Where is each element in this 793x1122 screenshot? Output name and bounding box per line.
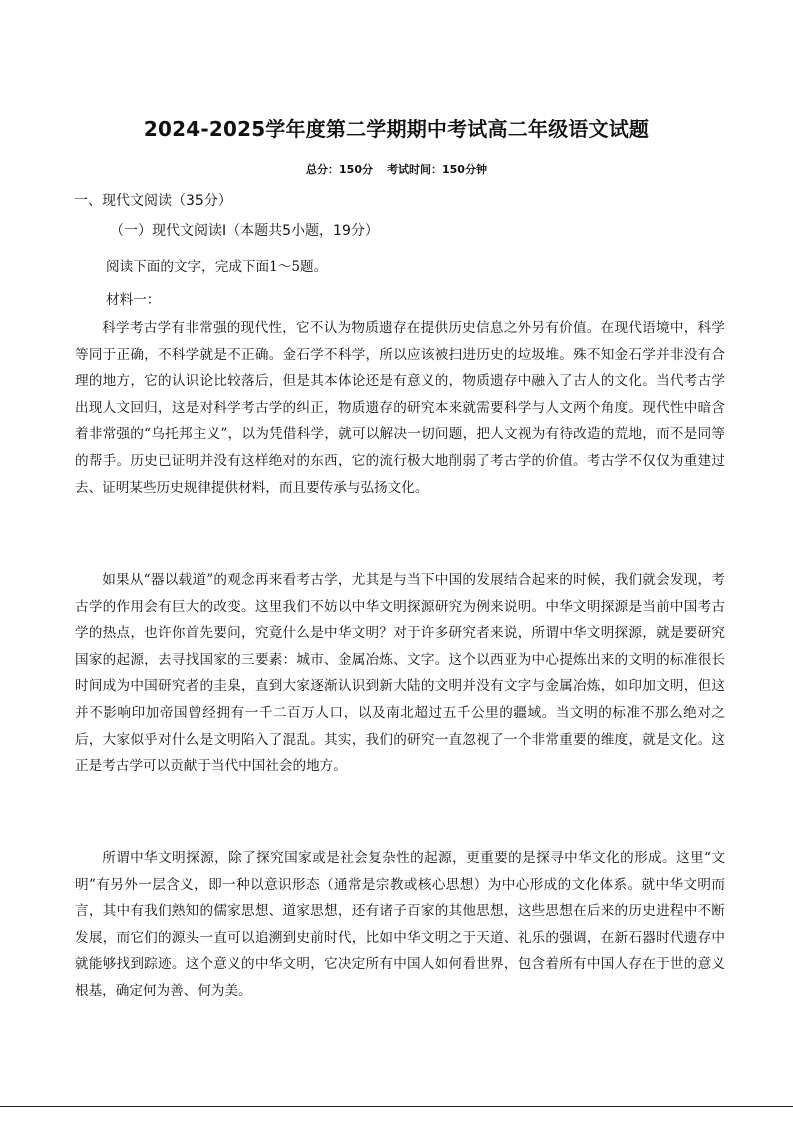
exam-meta [0,162,793,178]
passage-paragraph-3: 所谓中华文明探源，除了探究国家或是社会复杂性的起源，更重要的是探寻中华文化的形成。这里“文明”有另外一层含义，即一种以意识形态（通常是宗教或核心思想）为中心形成的文化体系。就中华文明而言，其中有我们熟知的儒家思想、道家思想，还有诸子百家的其他思想，这些思想在后来的历史进程中不断发展，而它们的源头一直可以追溯到史前时代，比如中华文明之于天道、礼乐的强调，在新石器时代遗存中就能够找到踪迹。这个意义的中华文明，它决定所有中国人如何看世界，包含着所有中国人存在于世的意义根基，确定何为善、何为美。 [75,850,725,999]
material-label: 材料一： [106,292,161,308]
passage-paragraph-2: 如果从“器以载道”的观念再来看考古学，尤其是与当下中国的发展结合起来的时候，我们就会发现，考古学的作用会有巨大的改变。这里我们不妨以中华文明探源研究为例来说明。中华文明探源是当前中国考古学的热点，也许你首先要问，究竟什么是中华文明？对于许多研究者来说，所谓中华文明探源，就是要研究国家的起源，去寻找国家的三要素：城市、金属冶炼、文字。这个以西亚为中心提炼出来的文明的标准很长时间成为中国研究者的圭臬，直到大家逐渐认识到新大陆的文明并没有文字与金属冶炼，如印加文明，但这并不影响印加帝国曾经拥有一千二百万人口，以及南北超过五千公里的疆域。当文明的标准不那么绝对之后，大家似乎对什么是文明陷入了混乱。其实，我们的研究一直忽视了一个非常重要的维度，就是文化。这正是考古学可以贡献于当代中国社会的地方。 [75,572,725,775]
subsection-heading: （一）现代文阅读Ⅰ（本题共5小题，19分） [110,223,379,239]
passage-paragraph-1: 科学考古学有非常强的现代性，它不认为物质遗存在提供历史信息之外另有价值。在现代语境中，科学等同于正确，不科学就是不正确。金石学不科学，所以应该被扫进历史的垃圾堆。殊不知金石学并非没有合理的地方，它的认识论比较落后，但是其本体论还是有意义的，物质遗存中融入了古人的文化。当代考古学出现人文回归，这是对科学考古学的纠正，物质遗存的研究本来就需要科学与人文两个角度。现代性中暗含着非常强的“乌托邦主义”，以为凭借科学，就可以解决一切问题，把人文视为有待改造的荒地，而不是同等的帮手。历史已证明并没有这样绝对的东西，它的流行极大地削弱了考古学的价值。考古学不仅仅为重建过去、证明某些历史规律提供材料，而且要传承与弘扬文化。 [75,320,725,496]
reading-instruction: 阅读下面的文字，完成下面1～5题。 [106,259,328,275]
page-bottom-rule [0,1106,793,1107]
total-score: 总分：150分 [306,163,373,176]
section-heading: 一、现代文阅读（35分） [74,193,232,209]
exam-time: 考试时间：150分钟 [387,163,487,176]
exam-title: 2024-2025学年度第二学期期中考试高二年级语文试题 [143,117,650,141]
